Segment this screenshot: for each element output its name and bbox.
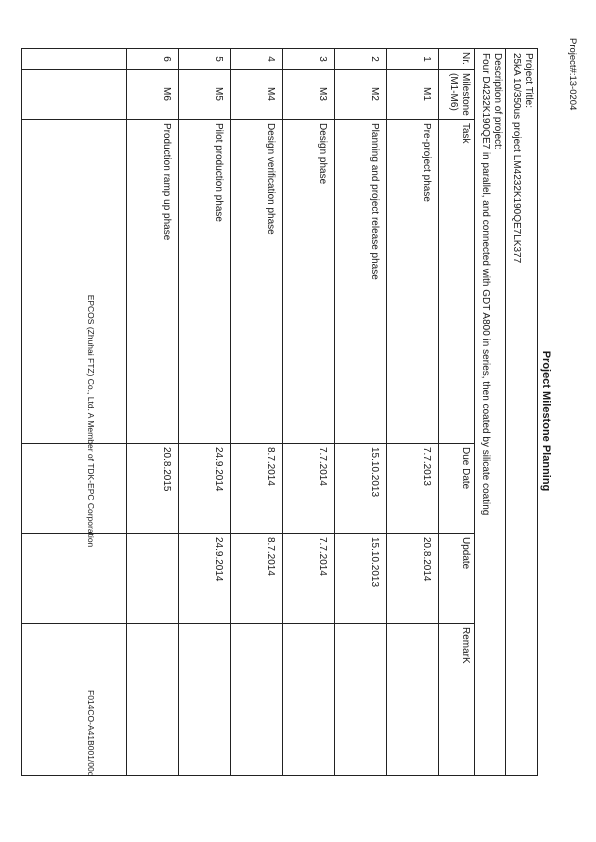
row-milestone: M3 bbox=[317, 87, 328, 101]
header-task: Task bbox=[460, 123, 471, 144]
row-milestone: M4 bbox=[265, 87, 276, 101]
row-task: Design phase bbox=[317, 123, 328, 185]
row-update: 15.10.2013 bbox=[369, 537, 380, 588]
footer-company: EPCOS (Zhuhai FTZ) Co., Ltd. A Member of TDK-EPC Corporation bbox=[86, 294, 96, 548]
description-value: Four D4232K190QE7 in parallel, and connected with GDT A800 in series, then coated by silicate coating bbox=[480, 53, 491, 516]
row-milestone: M2 bbox=[369, 87, 380, 101]
row-due-date: 15.10.2013 bbox=[369, 447, 380, 498]
row-due-date: 20.8.2015 bbox=[161, 447, 172, 492]
row-milestone: M1 bbox=[421, 87, 432, 101]
description-label: Description of project: bbox=[492, 53, 503, 150]
row-nr: 5 bbox=[213, 56, 224, 62]
row-nr: 4 bbox=[265, 56, 276, 62]
row-due-date: 7.7.2014 bbox=[317, 447, 328, 486]
header-milestone: Milestone (M1-M6) bbox=[448, 73, 471, 116]
header-remark: RemarK bbox=[460, 627, 471, 664]
header-nr: Nr. bbox=[460, 52, 471, 65]
divider bbox=[505, 49, 506, 775]
divider bbox=[474, 49, 475, 775]
header-update: Update bbox=[460, 537, 471, 570]
row-task: Pilot production phase bbox=[213, 123, 224, 222]
form-code: F014CO-A41B001/00d bbox=[86, 690, 96, 777]
header-due-date: Due Date bbox=[460, 447, 471, 490]
row-nr: 3 bbox=[317, 56, 328, 62]
row-milestone: M6 bbox=[161, 87, 172, 101]
row-nr: 2 bbox=[369, 56, 380, 62]
row-update: 8.7.2014 bbox=[265, 537, 276, 576]
milestone-form bbox=[21, 48, 538, 776]
row-update: 7.7.2014 bbox=[317, 537, 328, 576]
row-update: 24.9.2014 bbox=[213, 537, 224, 582]
row-nr: 1 bbox=[421, 56, 432, 62]
row-task: Pre-project phase bbox=[421, 123, 432, 202]
row-task: Production ramp up phase bbox=[161, 123, 172, 241]
row-nr: 6 bbox=[161, 56, 172, 62]
row-task: Planning and project release phase bbox=[369, 123, 380, 280]
project-number: Project#:13-0204 bbox=[567, 38, 578, 111]
project-title-label: Project Title: bbox=[523, 53, 534, 109]
row-due-date: 24.9.2014 bbox=[213, 447, 224, 492]
page-title: Project Milestone Planning bbox=[540, 350, 552, 492]
project-title-value: 25kA 10/350us project LM4232K190QE7LK377 bbox=[511, 53, 522, 264]
row-due-date: 8.7.2014 bbox=[265, 447, 276, 486]
row-task: Design verification phase bbox=[265, 123, 276, 235]
row-update: 20.8.2014 bbox=[421, 537, 432, 582]
row-due-date: 7.7.2013 bbox=[421, 447, 432, 486]
row-milestone: M5 bbox=[213, 87, 224, 101]
